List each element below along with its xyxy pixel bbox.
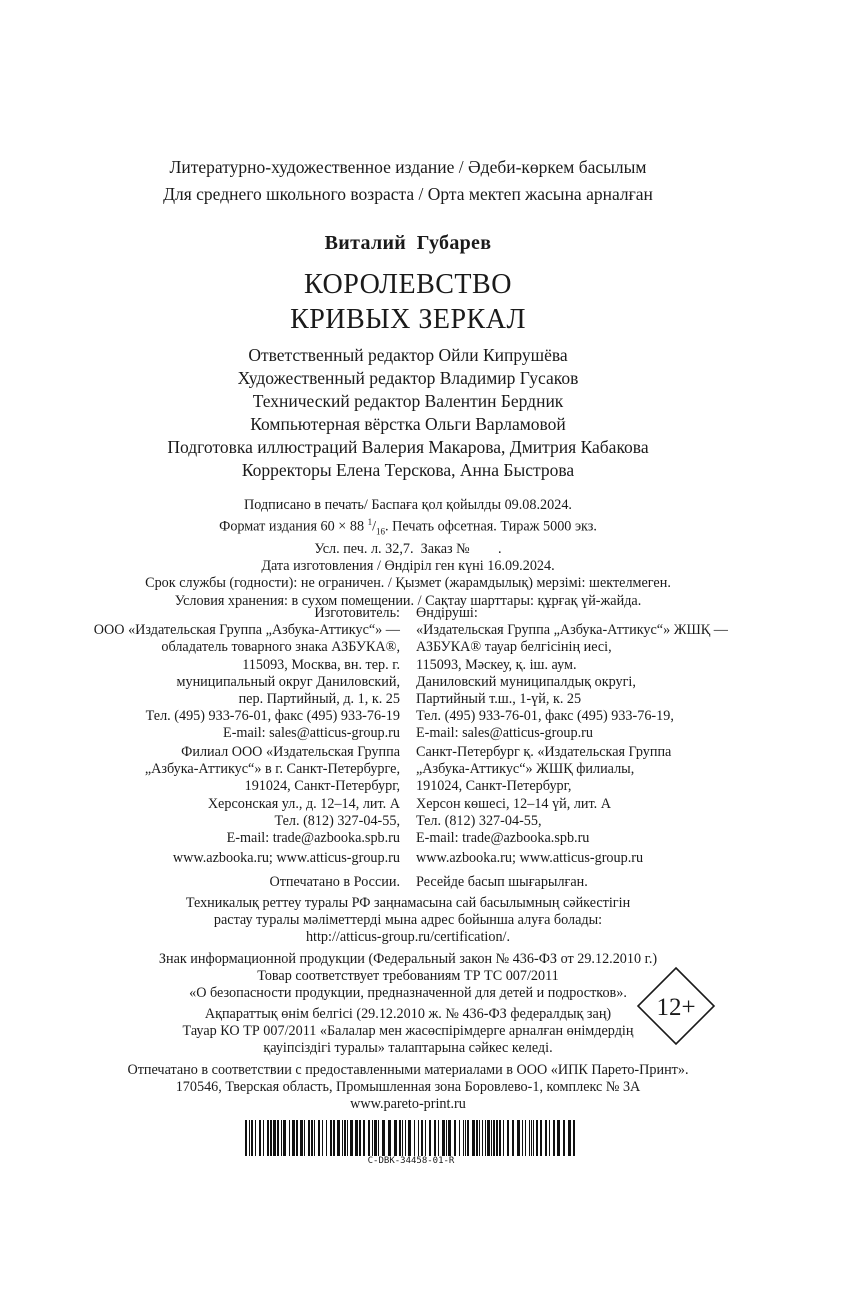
manufacturer-line: Өндiрушi: [416,605,478,621]
barcode-bar [314,1120,315,1156]
manufacturer-line: Тел. (495) 933-76-01, факс (495) 933-76-19 [145,708,400,725]
barcode-bar [359,1120,361,1156]
barcode-bar [429,1120,431,1156]
barcode-bar [408,1120,411,1156]
made-date-line: Дата изготовления / Өндiрiл ген күнi 16.09.2024. [261,558,555,575]
format-num: 1 [367,517,373,528]
barcode-bar [251,1120,253,1156]
manufacturer-line: 115093, Мәскеу, қ. iш. аум. [416,656,577,673]
staff-line: Компьютерная вёрстка Ольги Варламовой [250,414,566,434]
service-life-line: Срок службы (годности): не ограничен. / Қызмет (жарамдылық) мерзiмi: шектелмеген. [145,575,671,592]
barcode-bar [355,1120,358,1156]
format-text: Формат издания 60 × 88 [219,518,368,535]
genre-line: Литературно-художественное издание / Әдеби-көркем басылым [169,157,647,177]
manufacturer-line: Партийный т.ш., 1-үй, к. 25 [416,691,582,708]
barcode-bar [438,1120,439,1156]
manufacturer-line: Тел. (495) 933-76-01, факс (495) 933-76-19, [416,708,674,725]
info-mark-line: Товар соответствует требованиям ТР ТС 007/2011 [257,968,559,985]
manufacturer-ru [60,605,400,743]
manufacturer-line: АЗБУКА® тауар белгiсiнiң иесi, [416,639,612,656]
barcode-bar [493,1120,495,1156]
branch-line: Херсонская ул., д. 12–14, лит. А [207,795,400,812]
title-line: КРИВЫХ ЗЕРКАЛ [290,304,526,335]
barcode-bar [263,1120,264,1156]
branch-line: 191024, Санкт-Петербург, [244,778,400,795]
branch-ru [60,744,400,847]
barcode-bar [479,1120,480,1156]
barcode-bar [499,1120,501,1156]
barcode-bar [525,1120,526,1156]
barcode-bar [368,1120,370,1156]
barcode-bar [382,1120,385,1156]
manufacturer-kz [416,605,756,743]
certification-line: http://atticus-group.ru/certification/. [305,929,511,946]
branch-line: E-mail: trade@azbooka.spb.ru [416,830,590,847]
barcode-bar [308,1120,310,1156]
barcode-bar [259,1120,261,1156]
staff-line: Технический редактор Валентин Бердник [252,391,564,411]
branch-line: Санкт-Петербург қ. «Издательская Группа [416,744,672,760]
barcode-bar [414,1120,415,1156]
manufacturer-line: муниципальный округ Даниловский, [176,673,400,690]
staff-credits [0,344,816,482]
barcode-bar [476,1120,478,1156]
barcode-bar [255,1120,256,1156]
barcode-bar [459,1120,460,1156]
barcode-bar [448,1120,451,1156]
manufacturer-line: ООО «Издательская Группа „Азбука-Аттикус“» — [93,622,400,639]
barcode-bar [568,1120,571,1156]
print-info [0,497,816,610]
book-title [0,267,816,337]
printed-in-kz: Ресейде басып шығарылған. [416,874,588,890]
manufacturer-line: Изготовитель: [314,605,400,621]
certification-line: растау туралы мәлiметтердi мына адрес бойынша алуға болады: [213,912,603,929]
printer-line: 170546, Тверская область, Промышленная зона Боровлево-1, комплекс № 3А [175,1079,641,1096]
barcode-bar [482,1120,483,1156]
barcode-bar [399,1120,401,1156]
barcode-bar [465,1120,466,1156]
manufacturer-line: E-mail: sales@atticus-group.ru [223,725,400,742]
barcode-bar [491,1120,492,1156]
manufacturer-line: Даниловский муниципалдық округi, [416,673,636,690]
certification-block [0,895,816,947]
branch-line: Тел. (812) 327-04-55, [274,812,400,829]
printer-block [0,1062,816,1114]
barcode-bar [337,1120,340,1156]
barcode-bar [454,1120,456,1156]
manufacturer-line: пер. Партийный, д. 1, к. 25 [238,691,400,708]
printer-line: www.pareto-print.ru [350,1096,466,1113]
barcode-bar [378,1120,379,1156]
manufacturer-line: E-mail: sales@atticus-group.ru [416,725,593,742]
barcode-bar [326,1120,327,1156]
signed-line: Подписано в печать/ Баспаға қол қойылды 09.08.2024. [244,497,572,513]
branch-line: Тел. (812) 327-04-55, [416,812,542,829]
staff-line: Подготовка иллюстраций Валерия Макарова, Дмитрия Кабакова [167,437,649,457]
barcode-bar [296,1120,298,1156]
barcode-bar [267,1120,269,1156]
barcode-bar [289,1120,290,1156]
barcode-bar [292,1120,295,1156]
sheets-line: Усл. печ. л. 32,7. Заказ № . [314,540,502,557]
barcode-bar [533,1120,534,1156]
barcode-bar [485,1120,486,1156]
barcode-bar [363,1120,365,1156]
age-rating-badge [636,966,716,1046]
barcode-bar [245,1120,247,1156]
format-line: Формат издания 60 × 88 $^1/_{16}$. Печать офсетная. Тираж 5000 экз. [219,517,597,537]
printer-line: Отпечатано в соответствии с предоставленными материалами в ООО «ИПК Парето-Принт». [127,1062,689,1078]
barcode-bar [344,1120,346,1156]
barcode-bar [503,1120,504,1156]
barcode-bar [496,1120,498,1156]
barcode-bar [347,1120,348,1156]
branch-line: „Азбука-Аттикус“» в г. Санкт-Петербурге, [144,761,400,778]
barcode-bar [463,1120,464,1156]
barcode-bar [270,1120,272,1156]
barcode-bar [330,1120,332,1156]
storage-line: Условия хранения: в сухом помещении. / Сақтау шарттары: құрғақ үй-жайда. [174,592,642,609]
format-den: 16 [376,526,386,537]
manufacturer-line: «Издательская Группа „Азбука-Аттикус“» ЖШҚ — [416,622,728,639]
title-line: КОРОЛЕВСТВО [304,269,512,300]
barcode-bar [249,1120,250,1156]
barcode-bar [311,1120,313,1156]
barcode-bar [374,1120,377,1156]
barcode-bar [557,1120,560,1156]
barcode-bar [394,1120,397,1156]
barcode-bar [333,1120,335,1156]
barcode-bar [342,1120,343,1156]
certification-line: Техникалық реттеу туралы РФ заңнамасына сай басылымның сәйкестiгiн [185,895,631,911]
barcode-bar [418,1120,419,1156]
barcode-bar [304,1120,305,1156]
barcode-bar [283,1120,286,1156]
barcode-bar [540,1120,542,1156]
barcode-bar [322,1120,323,1156]
barcode-bar [405,1120,406,1156]
info-mark-line: Тауар КО ТР 007/2011 «Балалар мен жасөспiрiмдерге арналған өнiмдердiң [182,1023,634,1040]
staff-line: Корректоры Елена Терскова, Анна Быстрова [241,460,575,480]
barcode-bar [507,1120,509,1156]
branch-line: Херсон көшесi, 12–14 үй, лит. А [416,795,612,812]
barcode-bar [467,1120,469,1156]
websites-kz: www.azbooka.ru; www.atticus-group.ru [416,850,644,866]
barcode-bar [487,1120,490,1156]
barcode-bar [536,1120,538,1156]
barcode-bar [388,1120,391,1156]
barcode-bar [277,1120,279,1156]
branch-line: E-mail: trade@azbooka.spb.ru [226,830,400,847]
barcode-bar [549,1120,550,1156]
info-mark-line: Ақпараттық өнiм белгiсi (29.12.2010 ж. № 436-ФЗ федералдық заң) [204,1006,612,1022]
printed-in-ru: Отпечатано в России. [269,874,400,890]
barcode-bar [350,1120,353,1156]
barcode [245,1120,577,1156]
barcode-bar [281,1120,282,1156]
branch-line: Филиал ООО «Издательская Группа [181,744,400,760]
info-mark-line: қауiпсiздiгi туралы» талаптарына сәйкес келедi. [263,1040,553,1057]
barcode-code: C-DBK-34458-01-R [367,1156,455,1166]
barcode-bar [425,1120,426,1156]
format-text-post: . Печать офсетная. Тираж 5000 экз. [385,518,597,535]
genre-block [0,154,816,208]
barcode-bar [421,1120,423,1156]
barcode-bar [300,1120,303,1156]
branch-line: „Азбука-Аттикус“» ЖШҚ филиалы, [416,761,635,778]
barcode-bar [563,1120,565,1156]
barcode-bar [517,1120,520,1156]
barcode-bar [273,1120,276,1156]
info-mark-line: «О безопасности продукции, предназначенной для детей и подростков». [189,985,627,1002]
barcode-bar [472,1120,475,1156]
barcode-bar [529,1120,530,1156]
barcode-bar [442,1120,445,1156]
barcode-bar [402,1120,403,1156]
manufacturer-line: обладатель товарного знака АЗБУКА®, [161,639,400,656]
websites-ru: www.azbooka.ru; www.atticus-group.ru [172,850,400,866]
info-mark-line: Знак информационной продукции (Федеральный закон № 436-ФЗ от 29.12.2010 г.) [158,951,658,967]
branch-kz [416,744,756,847]
barcode-bar [545,1120,547,1156]
barcode-bar [434,1120,436,1156]
barcode-bar [318,1120,320,1156]
staff-line: Ответственный редактор Ойли Кипрушёва [248,345,568,365]
staff-line: Художественный редактор Владимир Гусаков [237,368,579,388]
branch-line: 191024, Санкт-Петербург, [416,778,572,795]
barcode-bar [531,1120,532,1156]
author-name: Виталий Губарев [324,232,492,254]
barcode-bar [372,1120,373,1156]
barcode-bar [512,1120,514,1156]
barcode-bar [573,1120,575,1156]
genre-line: Для среднего школьного возраста / Орта мектеп жасына арналған [163,184,653,204]
barcode-bar [522,1120,523,1156]
manufacturer-line: 115093, Москва, вн. тер. г. [242,656,400,673]
age-rating-text: 12+ [656,994,696,1021]
barcode-bar [446,1120,447,1156]
barcode-bar [553,1120,555,1156]
